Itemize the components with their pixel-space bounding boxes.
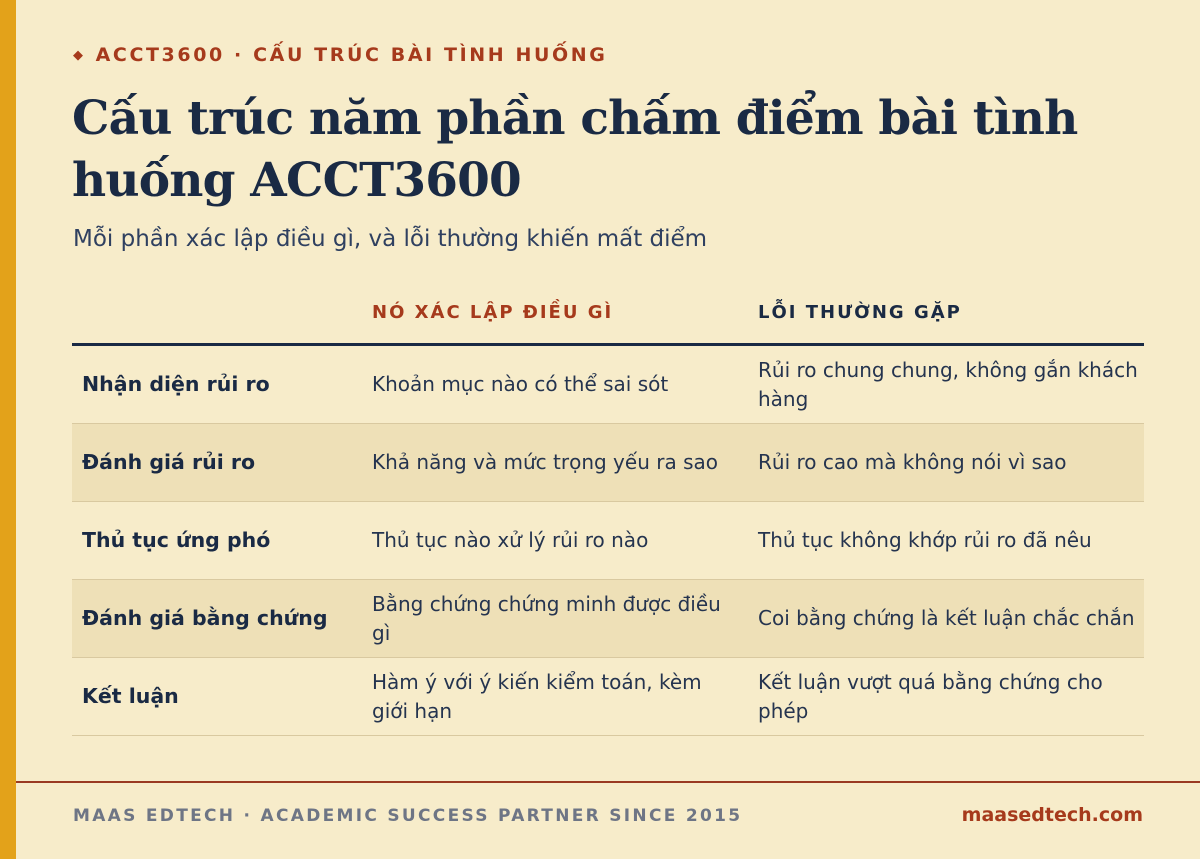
page-title: Cấu trúc năm phần chấm điểm bài tình huống ACCT3600	[72, 91, 1078, 208]
row-establishes: Thủ tục nào xử lý rủi ro nào	[372, 528, 649, 552]
row-part: Nhận diện rủi ro	[82, 372, 270, 396]
diamond-icon: ◆	[73, 48, 86, 63]
eyebrow-text: ACCT3600 · CẤU TRÚC BÀI TÌNH HUỐNG	[95, 44, 608, 66]
row-part: Đánh giá bằng chứng	[82, 606, 328, 630]
table-row	[72, 580, 1144, 658]
table-row	[72, 346, 1144, 424]
row-mistake: Rủi ro cao mà không nói vì sao	[758, 450, 1067, 474]
row-mistake: Thủ tục không khớp rủi ro đã nêu	[758, 528, 1092, 552]
table-row	[72, 424, 1144, 502]
row-part: Kết luận	[82, 684, 179, 708]
row-part: Đánh giá rủi ro	[82, 450, 256, 474]
row-establishes: Bằng chứng chứng minh được điều gì	[372, 591, 721, 645]
footer-website-link[interactable]: maasedtech.com	[961, 804, 1143, 826]
row-mistake: Kết luận vượt quá bằng chứng cho phép	[758, 669, 1103, 723]
row-mistake: Rủi ro chung chung, không gắn khách hàng	[758, 357, 1138, 411]
table-row	[72, 658, 1144, 736]
footer-divider	[16, 781, 1200, 783]
accent-bar	[0, 0, 16, 859]
row-mistake: Coi bằng chứng là kết luận chắc chắn	[758, 606, 1135, 630]
header-mistakes: LỖI THƯỜNG GẶP	[758, 302, 962, 323]
row-establishes: Hàm ý với ý kiến kiểm toán, kèm giới hạn	[372, 669, 702, 723]
row-establishes: Khoản mục nào có thể sai sót	[372, 372, 669, 396]
eyebrow	[73, 44, 607, 66]
table-row	[72, 502, 1144, 580]
page-subtitle: Mỗi phần xác lập điều gì, và lỗi thường khiến mất điểm	[73, 226, 708, 252]
row-establishes: Khả năng và mức trọng yếu ra sao	[372, 450, 718, 474]
grading-table	[72, 292, 1144, 736]
table-header	[72, 292, 1144, 346]
footer-tagline: MAAS EDTECH · ACADEMIC SUCCESS PARTNER SINCE 2015	[73, 806, 743, 826]
row-part: Thủ tục ứng phó	[82, 528, 271, 552]
header-establishes: NÓ XÁC LẬP ĐIỀU GÌ	[372, 302, 614, 323]
